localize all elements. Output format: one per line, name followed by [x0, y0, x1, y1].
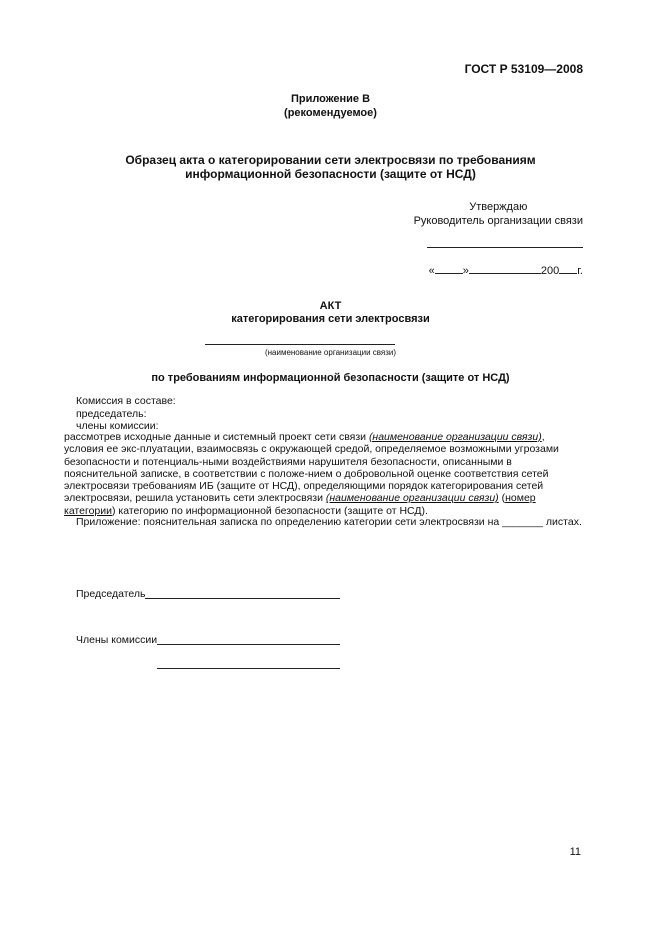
body-text-1: рассмотрев исходные данные и системный проект сети связи: [64, 431, 369, 443]
commission-chairman: председатель:: [76, 407, 147, 420]
appendix-heading: [0, 92, 661, 120]
document-title: [0, 153, 661, 181]
body-text-4: ) категорию по информационной безопасности (защите от НСД).: [111, 504, 428, 517]
body-category-placeholder: номер категории: [64, 492, 536, 517]
date-quote-close: »: [462, 265, 469, 277]
members-signature-line-2: [157, 668, 340, 669]
approval-word: Утверждаю: [469, 201, 528, 213]
chairman-label: Председатель: [76, 588, 146, 600]
chairman-signature-line: [145, 598, 340, 599]
date-year: 200: [540, 265, 560, 277]
commission-block: [76, 395, 176, 433]
date-month-blank: [469, 263, 541, 274]
commission-composition: Комиссия в составе:: [76, 395, 176, 407]
body-org-placeholder-2: (наименование организации связи): [325, 492, 499, 505]
appendix-type: (рекомендуемое): [284, 107, 377, 119]
members-label: Члены комиссии: [76, 634, 158, 646]
attachment-note: Приложение: пояснительная записка по определению категории сети электросвязи на _______ листах.: [76, 516, 582, 528]
organization-name-caption: (наименование организации связи): [264, 348, 397, 357]
approval-role: Руководитель организации связи: [413, 215, 583, 227]
title-line-1: Образец акта о категорировании сети электросвязи по требованиям: [125, 153, 536, 167]
members-signature-line-1: [157, 644, 340, 645]
appendix-label: Приложение В: [290, 93, 371, 105]
approval-block: [414, 200, 583, 228]
act-subtitle: категорирования сети электросвязи: [231, 313, 430, 325]
body-org-placeholder-1: (наименование организации связи): [368, 431, 542, 443]
date-day-blank: [435, 263, 463, 274]
approval-signature-line: [427, 247, 583, 248]
body-text-3: (: [498, 492, 506, 505]
title-line-2: информационной безопасности (защите от НСД): [185, 167, 476, 181]
date-year-blank: [559, 263, 577, 274]
approval-date: [429, 263, 583, 277]
body-text-2: , условия ее экс-плуатации, взаимосвязь с окружающей средой, определяемое возможными угрозами безопасности и потенциаль-ными воздействиями нарушителя безопасности, описанными в пояснительной записке, в соответствии с положе-нием о добровольной оценке соответствия сетей электросвязи требованиям ИБ (защите от НСД), определяющими порядок категорирования сетей электросвязи, решила установить сети электросвязи: [64, 431, 559, 505]
act-title: АКТ: [319, 300, 342, 312]
organization-name-line: [205, 344, 395, 345]
standard-number: ГОСТ Р 53109—2008: [464, 62, 583, 76]
commission-members: члены комиссии:: [76, 420, 159, 432]
act-heading: [0, 300, 661, 326]
page-number: 11: [569, 846, 581, 858]
date-quote-open: «: [428, 265, 435, 277]
date-suffix: г.: [577, 265, 583, 277]
act-body-paragraph: [64, 431, 584, 517]
requirements-line: по требованиям информационной безопасности (защите от НСД): [151, 372, 510, 384]
